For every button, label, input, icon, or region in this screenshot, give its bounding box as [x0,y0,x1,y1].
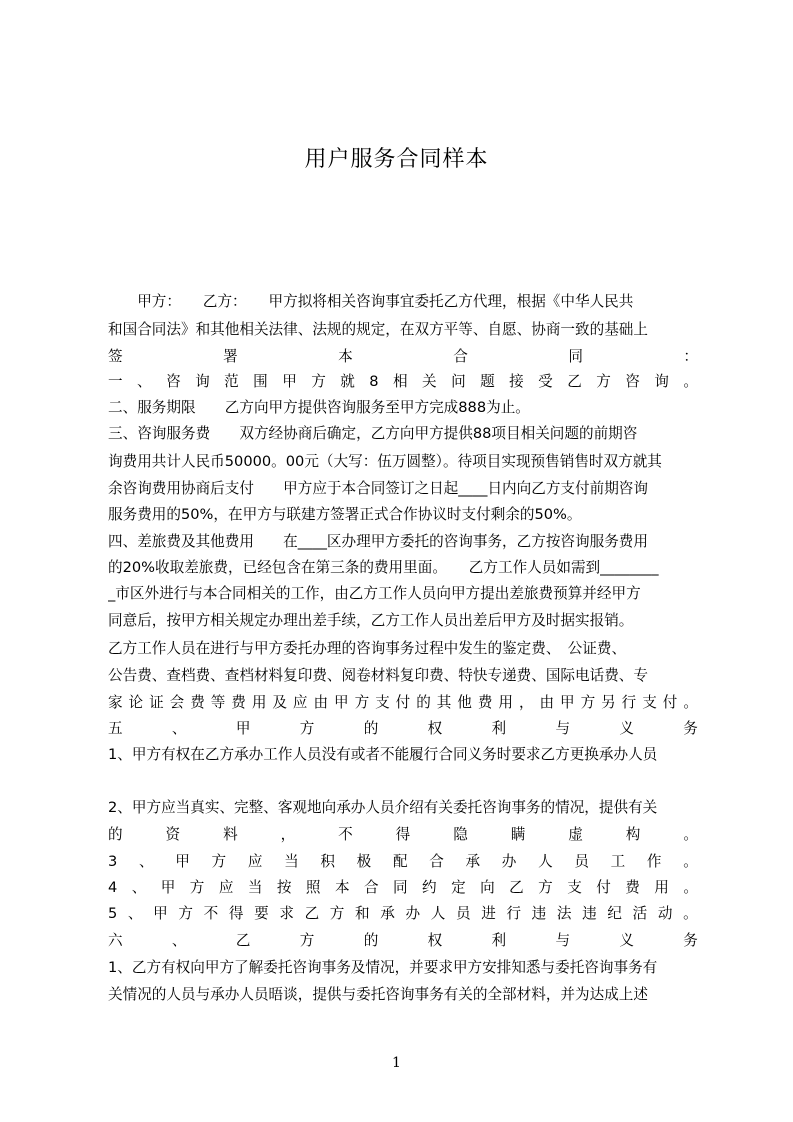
justified-glyph: 甲 [235,720,251,737]
text-line: 同意后，按甲方相关规定办理出差手续，乙方工作人员出差后甲方及时据实报销。 [108,612,634,629]
justified-glyph: 用 [654,879,669,896]
section-heading [108,930,698,952]
justified-glyph: 办 [501,853,517,870]
justified-glyph: 方 [178,905,193,922]
text-line: 的20%收取差旅费，已经包含在第三条的费用里面。 乙方工作人员如需到________ [108,559,659,576]
justified-glyph: 甲 [153,905,168,922]
justified-glyph: 关 [422,373,437,390]
justified-glyph: 务 [683,932,698,949]
justified-glyph: 约 [422,879,437,896]
justified-glyph: 合 [453,348,468,365]
justified-glyph: 应 [247,853,263,870]
justified-glyph: 费 [477,694,493,711]
justified-glyph: 极 [356,853,372,870]
justified-glyph: 合 [429,853,444,870]
justified-glyph: 咨 [625,373,640,390]
justified-glyph: 乙 [235,932,251,949]
text-line: 询费用共计人民币50000。00元（大写：伍万圆整）。待项目实现预售销售时双方就其 [108,453,662,470]
text-line-justified [108,851,698,873]
justified-glyph: 资 [165,826,181,843]
justified-glyph: 承 [465,853,481,870]
justified-glyph: 相 [393,373,408,390]
justified-glyph: 得 [228,905,244,922]
justified-glyph: 同 [568,348,583,365]
justified-glyph: 用 [498,694,513,711]
justified-glyph: 应 [218,879,234,896]
justified-glyph: 由 [313,694,329,711]
justified-glyph: 不 [338,826,353,843]
justified-glyph: 务 [683,720,698,737]
justified-glyph: ： [683,348,698,365]
justified-glyph: 支 [567,879,582,896]
justified-glyph: 积 [320,853,335,870]
justified-glyph: 应 [292,694,308,711]
justified-glyph: 方 [299,932,315,949]
justified-glyph: 。 [683,905,698,922]
text-line: 甲方： 乙方： 甲方拟将相关咨询事宜委托乙方代理，根据《中华人民共 [108,293,634,310]
justified-glyph: 用 [251,694,267,711]
text-line: 服务费用的50%，在甲方与联建方签署正式合作协议时支付剩余的50%。 [108,506,582,523]
justified-glyph: 权 [427,932,443,949]
justified-glyph: 和 [355,905,370,922]
justified-glyph: 、 [127,905,143,922]
text-line: 关情况的人员与承办人员晤谈，提供与委托咨询事务有关的全部材料，并为达成上述 [108,986,648,1003]
justified-glyph: 人 [538,853,553,870]
justified-glyph: 承 [380,905,395,922]
justified-glyph: 甲 [560,694,575,711]
justified-glyph: 方 [189,879,205,896]
justified-glyph: 办 [405,905,421,922]
justified-glyph: 行 [506,905,522,922]
justified-glyph: 的 [108,826,123,843]
justified-glyph: 乙 [509,879,524,896]
justified-glyph: 8 [369,373,379,390]
justified-glyph: 支 [642,694,657,711]
justified-glyph: 行 [621,694,637,711]
justified-glyph: 权 [427,720,443,737]
justified-glyph: ， [280,826,296,843]
justified-glyph: 、 [131,879,147,896]
justified-glyph: 会 [169,694,185,711]
text-line-justified [108,371,698,393]
justified-glyph: 费 [231,694,246,711]
justified-glyph: 得 [395,826,411,843]
text-line: 1、甲方有权在乙方承办工作人员没有或者不能履行合同义务时要求乙方更换承办人员 [108,746,658,763]
justified-glyph: 等 [210,694,226,711]
text-line: 公告费、查档费、查档材料复印费、阅卷材料复印费、特快专递费、国际电话费、专 [108,667,648,684]
text-line: _市区外进行与本合同相关的工作，由乙方工作人员向甲方提出差旅费预算并经甲方 [108,585,641,602]
justified-glyph: 一 [108,373,123,390]
justified-glyph: 甲 [160,879,176,896]
justified-glyph: 就 [340,373,355,390]
justified-glyph: 。 [683,694,698,711]
justified-glyph: 纪 [607,905,622,922]
justified-glyph: 同 [393,879,408,896]
justified-glyph: 5 [108,905,118,922]
justified-glyph: 方 [299,720,315,737]
justified-glyph: 询 [195,373,210,390]
text-line: 四、差旅费及其他费用 在____区办理甲方委托的咨询事务，乙方按咨询服务费用 [108,533,648,550]
justified-glyph: 方 [329,905,345,922]
text-line-justified [108,824,698,846]
justified-glyph: 料 [223,826,238,843]
justified-glyph: 方 [211,853,227,870]
justified-glyph: 、 [171,932,187,949]
justified-glyph: 另 [601,694,616,711]
justified-glyph: 证 [149,694,164,711]
text-line: 余咨询费用协商后支付 甲方应于本合同签订之日起____日内向乙方支付前期咨询 [108,480,648,497]
justified-glyph: 签 [108,348,123,365]
justified-glyph: 付 [395,694,411,711]
justified-glyph: 的 [416,694,431,711]
justified-glyph: 法 [556,905,572,922]
justified-glyph: 。 [683,826,698,843]
justified-glyph: 、 [137,373,152,390]
justified-glyph: 员 [574,853,589,870]
justified-glyph: 费 [190,694,205,711]
justified-glyph: 家 [108,694,123,711]
justified-glyph: 活 [632,905,648,922]
justified-glyph: 按 [276,879,292,896]
justified-glyph: 定 [451,879,466,896]
justified-glyph: 问 [451,373,466,390]
justified-glyph: 当 [284,853,299,870]
justified-glyph: 合 [363,879,379,896]
document-title: 用户服务合同样本 [304,147,489,172]
justified-glyph: 本 [338,348,353,365]
justified-glyph: 本 [334,879,350,896]
section-heading [108,718,698,740]
justified-glyph: 乙 [304,905,320,922]
justified-glyph: 方 [580,694,596,711]
justified-glyph: 询 [654,373,669,390]
justified-glyph: 配 [392,853,408,870]
justified-glyph: 违 [531,905,547,922]
justified-glyph: 付 [596,879,611,896]
justified-glyph: 题 [480,373,495,390]
justified-glyph: 。 [683,879,698,896]
justified-glyph: 方 [538,879,553,896]
justified-glyph: 违 [582,905,597,922]
justified-glyph: 不 [203,905,219,922]
justified-glyph: 作 [646,853,662,870]
justified-glyph: 、 [138,853,154,870]
text-line: 乙方工作人员在进行与甲方委托办理的咨询事务过程中发生的鉴定费、 公证费、 [108,640,627,657]
justified-glyph: 及 [272,694,287,711]
justified-glyph: 利 [491,720,507,737]
justified-glyph: 六 [108,932,123,949]
text-line: 1、乙方有权向甲方了解委托咨询事务及情况，并要求甲方安排知悉与委托咨询事务有 [108,959,658,976]
justified-glyph: 利 [491,932,507,949]
justified-glyph: 人 [430,905,446,922]
justified-glyph: 向 [480,879,495,896]
justified-glyph: 瞒 [510,826,526,843]
justified-glyph: 五 [108,720,123,737]
justified-glyph: 与 [555,932,571,949]
text-line-justified [108,877,698,899]
justified-glyph: 工 [610,853,626,870]
justified-glyph: 求 [279,905,294,922]
text-line: 三、咨询服务费 双方经协商后确定，乙方向甲方提供88项目相关问题的前期咨 [108,425,638,442]
justified-glyph: 照 [305,879,321,896]
justified-glyph: 动 [657,905,673,922]
justified-glyph: 他 [457,694,472,711]
justified-glyph: 方 [311,373,326,390]
justified-glyph: 4 [108,879,118,896]
justified-glyph: 当 [247,879,263,896]
justified-glyph: 付 [662,694,678,711]
justified-glyph: 进 [481,905,496,922]
justified-glyph: 虚 [568,826,583,843]
justified-glyph: 员 [455,905,471,922]
justified-glyph: 甲 [175,853,190,870]
text-line-justified [108,692,698,714]
text-line: 2、甲方应当真实、完整、客观地向承办人员介绍有关委托咨询事务的情况，提供有关 [108,799,658,816]
justified-glyph: 。 [683,853,698,870]
justified-glyph: 隐 [453,826,468,843]
justified-glyph: 受 [538,373,553,390]
justified-glyph: 咨 [166,373,181,390]
justified-glyph: 。 [683,373,698,390]
justified-glyph: 与 [555,720,571,737]
text-line: 和国合同法》和其他相关法律、法规的规定，在双方平等、自愿、协商一致的基础上 [108,321,648,338]
justified-glyph: 论 [128,694,144,711]
justified-glyph: 的 [363,932,379,949]
justified-glyph: 方 [596,373,611,390]
justified-glyph: 甲 [334,694,349,711]
justified-glyph: 、 [171,720,187,737]
justified-glyph: 接 [509,373,524,390]
justified-glyph: 3 [108,853,118,870]
justified-glyph: 甲 [282,373,297,390]
justified-glyph: 围 [253,373,268,390]
justified-glyph: 其 [436,694,452,711]
justified-glyph: ， [518,694,534,711]
justified-glyph: 方 [354,694,370,711]
text-line-justified [108,346,698,368]
page-number: 1 [392,1055,401,1071]
justified-glyph: 要 [254,905,269,922]
justified-glyph: 构 [625,826,641,843]
justified-glyph: 义 [619,720,634,737]
justified-glyph: 支 [375,694,390,711]
justified-glyph: 乙 [567,373,582,390]
justified-glyph: 范 [224,373,239,390]
text-line: 二、服务期限 乙方向甲方提供咨询服务至甲方完成888为止。 [108,399,530,416]
justified-glyph: 署 [223,348,238,365]
text-line-justified [108,903,698,925]
justified-glyph: 义 [619,932,634,949]
justified-glyph: 由 [539,694,555,711]
justified-glyph: 费 [625,879,640,896]
justified-glyph: 的 [363,720,379,737]
